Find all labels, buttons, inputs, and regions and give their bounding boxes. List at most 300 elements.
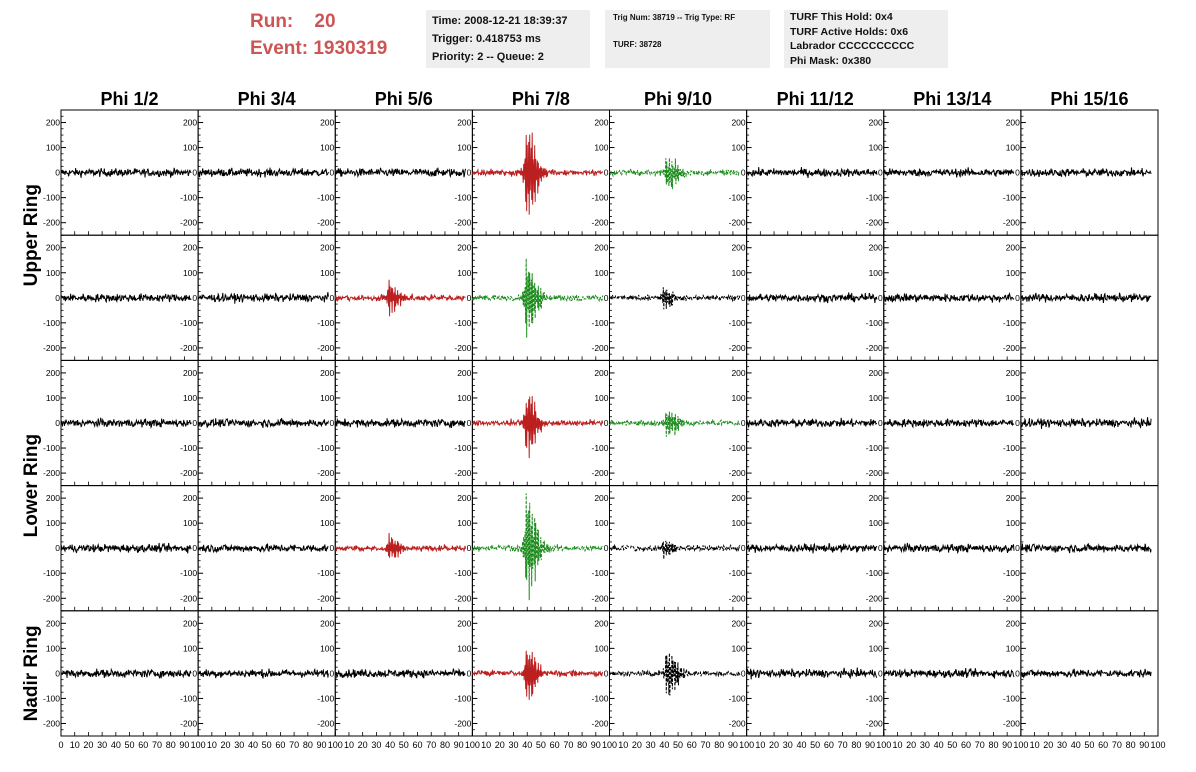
waveform-trace — [1021, 543, 1151, 553]
column-header: Phi 5/6 — [374, 89, 433, 109]
column-header: Phi 3/4 — [237, 89, 296, 109]
waveform-trace — [610, 158, 740, 189]
x-tick-label: 40 — [1070, 740, 1081, 750]
y-tick-label: 100 — [45, 643, 60, 654]
y-tick-label: 100 — [182, 643, 198, 654]
y-tick-label: 0 — [740, 418, 746, 428]
labrador-line: Labrador CCCCCCCCCC — [790, 40, 915, 52]
y-tick-label: 0 — [466, 418, 472, 428]
waveform-trace — [747, 668, 877, 680]
y-tick-label: 0 — [466, 543, 472, 554]
waveform-trace — [335, 533, 465, 558]
y-tick-label: 0 — [466, 167, 472, 178]
y-tick-label: -200 — [454, 593, 472, 604]
y-tick-label: 200 — [457, 117, 472, 128]
y-tick-label: -200 — [42, 468, 60, 479]
y-tick-label: 0 — [329, 418, 335, 428]
y-tick-label: 100 — [594, 267, 609, 278]
y-tick-label: 0 — [192, 543, 198, 554]
y-tick-label: 100 — [731, 142, 746, 153]
y-tick-label: 200 — [182, 117, 198, 128]
y-tick-label: -100 — [42, 192, 60, 203]
column-header: Phi 1/2 — [100, 89, 159, 109]
y-tick-label: 100 — [320, 392, 335, 403]
waveform-trace — [747, 167, 877, 178]
y-tick-label: 200 — [731, 618, 746, 629]
y-tick-label: -100 — [728, 317, 746, 328]
x-tick-label: 100 — [327, 740, 343, 750]
y-tick-label: 100 — [594, 518, 609, 529]
x-tick-label: 80 — [439, 740, 450, 750]
y-tick-label: 0 — [1015, 292, 1020, 303]
y-tick-label: -100 — [454, 568, 472, 579]
x-tick-label: 100 — [1013, 740, 1029, 750]
ring-label: Upper Ring — [21, 184, 42, 287]
y-tick-label: 0 — [603, 418, 609, 428]
y-tick-label: -100 — [454, 317, 472, 328]
y-tick-label: 200 — [868, 117, 883, 128]
x-tick-label: 30 — [919, 740, 930, 750]
x-tick-label: 30 — [782, 740, 793, 750]
y-tick-label: 100 — [45, 267, 60, 278]
x-tick-label: 100 — [876, 740, 892, 750]
y-tick-label: 0 — [329, 668, 335, 679]
x-tick-label: 100 — [1150, 740, 1166, 750]
y-tick-label: -100 — [454, 192, 472, 203]
y-tick-label: 0 — [740, 668, 746, 679]
y-tick-label: 0 — [192, 167, 198, 178]
y-tick-label: -100 — [317, 443, 335, 454]
y-tick-label: 0 — [878, 167, 883, 178]
waveform-trace — [472, 259, 602, 338]
turf-line: TURF: 38728 — [613, 40, 662, 49]
x-tick-label: 70 — [426, 740, 437, 750]
x-tick-label: 60 — [275, 740, 286, 750]
y-tick-label: 200 — [457, 618, 472, 629]
y-tick-label: -200 — [42, 342, 60, 353]
y-tick-label: -100 — [42, 568, 60, 579]
x-tick-label: 20 — [83, 740, 94, 750]
x-tick-label: 70 — [837, 740, 848, 750]
y-tick-label: -100 — [865, 443, 883, 454]
x-tick-label: 30 — [234, 740, 245, 750]
y-tick-label: -200 — [317, 593, 335, 604]
y-tick-label: 0 — [603, 668, 609, 679]
y-tick-label: 100 — [731, 267, 746, 278]
y-tick-label: -200 — [180, 468, 198, 479]
y-tick-label: -100 — [180, 192, 198, 203]
y-tick-label: 100 — [868, 392, 883, 403]
x-tick-label: 50 — [398, 740, 409, 750]
y-tick-label: 0 — [55, 418, 60, 428]
x-tick-label: 60 — [1098, 740, 1109, 750]
x-tick-label: 50 — [124, 740, 135, 750]
y-tick-label: -100 — [317, 317, 335, 328]
y-tick-label: -200 — [591, 217, 609, 228]
y-tick-label: -200 — [865, 468, 883, 479]
y-tick-label: -100 — [728, 443, 746, 454]
y-tick-label: 100 — [182, 518, 198, 529]
y-tick-label: 0 — [1015, 543, 1020, 554]
waveform-trace — [61, 293, 191, 302]
x-tick-label: 60 — [823, 740, 834, 750]
x-tick-label: 100 — [601, 740, 618, 750]
x-tick-label: 0 — [58, 740, 64, 750]
y-tick-label: 0 — [740, 167, 746, 178]
x-tick-label: 60 — [686, 740, 697, 750]
y-tick-label: 200 — [594, 242, 609, 253]
y-tick-label: 200 — [45, 242, 60, 253]
x-tick-label: 30 — [97, 740, 108, 750]
y-tick-label: 200 — [594, 367, 609, 378]
y-tick-label: -100 — [180, 317, 198, 328]
x-tick-label: 20 — [494, 740, 505, 750]
waveform-trace — [1021, 293, 1151, 303]
y-tick-label: 100 — [1005, 142, 1020, 153]
y-tick-label: 0 — [329, 167, 335, 178]
y-tick-label: -200 — [865, 217, 883, 228]
turf-active-holds-line: TURF Active Holds: 0x6 — [790, 25, 909, 38]
x-tick-label: 100 — [190, 740, 206, 750]
waveform-trace — [747, 292, 877, 303]
y-tick-label: 100 — [320, 267, 335, 278]
waveform-trace — [747, 418, 877, 428]
y-tick-label: -200 — [591, 593, 609, 604]
x-tick-label: 60 — [961, 740, 972, 750]
x-tick-label: 40 — [522, 740, 533, 750]
x-tick-label: 30 — [1057, 740, 1068, 750]
y-tick-label: -200 — [728, 468, 746, 479]
y-tick-label: -100 — [591, 693, 609, 704]
run-label: Run: — [250, 11, 294, 32]
y-tick-label: -100 — [454, 443, 472, 454]
y-tick-label: 200 — [45, 618, 60, 629]
x-tick-label: 70 — [151, 740, 162, 750]
y-tick-label: 100 — [868, 643, 883, 654]
y-tick-label: -100 — [42, 693, 60, 704]
y-tick-label: -200 — [728, 342, 746, 353]
waveform-trace — [198, 544, 328, 553]
column-header: Phi 15/16 — [1050, 89, 1129, 109]
waveform-trace — [472, 494, 602, 601]
x-tick-label: 50 — [535, 740, 546, 750]
y-tick-label: -200 — [728, 593, 746, 604]
x-tick-label: 100 — [464, 740, 480, 750]
x-tick-label: 40 — [796, 740, 807, 750]
phi-mask-line: Phi Mask: 0x380 — [790, 54, 872, 67]
x-tick-label: 70 — [289, 740, 300, 750]
x-tick-label: 30 — [645, 740, 656, 750]
y-tick-label: 100 — [45, 518, 60, 529]
y-tick-label: -200 — [317, 342, 335, 353]
x-tick-label: 90 — [1139, 740, 1150, 750]
column-header: Phi 9/10 — [644, 89, 713, 109]
y-tick-label: 100 — [182, 267, 198, 278]
y-tick-label: 100 — [868, 518, 883, 529]
x-tick-label: 50 — [1084, 740, 1095, 750]
y-tick-label: -100 — [180, 693, 198, 704]
y-tick-label: 0 — [55, 668, 60, 679]
y-tick-label: 200 — [182, 367, 198, 378]
y-tick-label: -200 — [454, 342, 472, 353]
x-tick-label: 80 — [851, 740, 862, 750]
y-tick-label: -100 — [317, 192, 335, 203]
y-tick-label: 200 — [731, 117, 746, 128]
waveform-trace — [472, 651, 602, 700]
trigger-line: Trigger: 0.418753 ms — [432, 33, 541, 45]
y-tick-label: 0 — [878, 418, 883, 428]
turf-hold-line: TURF This Hold: 0x4 — [790, 11, 893, 23]
y-tick-label: -100 — [1002, 693, 1020, 704]
y-tick-label: -100 — [865, 568, 883, 579]
y-tick-label: -100 — [728, 192, 746, 203]
y-tick-label: 0 — [466, 292, 472, 303]
y-tick-label: 100 — [320, 643, 335, 654]
y-tick-label: 100 — [45, 392, 60, 403]
waveform-trace — [61, 669, 191, 679]
x-tick-label: 80 — [988, 740, 999, 750]
x-tick-label: 60 — [549, 740, 560, 750]
y-tick-label: -200 — [1002, 468, 1020, 479]
x-tick-label: 10 — [892, 740, 903, 750]
y-tick-label: 100 — [45, 142, 60, 153]
y-tick-label: 100 — [457, 392, 472, 403]
x-tick-label: 10 — [206, 740, 217, 750]
waveform-trace — [1021, 167, 1151, 177]
y-tick-label: 0 — [603, 167, 609, 178]
x-tick-label: 80 — [1125, 740, 1136, 750]
y-tick-label: 200 — [868, 493, 883, 504]
y-tick-label: 200 — [457, 367, 472, 378]
y-tick-label: 200 — [868, 242, 883, 253]
y-tick-label: 100 — [594, 142, 609, 153]
y-tick-label: -200 — [42, 593, 60, 604]
y-tick-label: -100 — [180, 443, 198, 454]
x-tick-label: 50 — [810, 740, 821, 750]
column-header: Phi 13/14 — [913, 89, 992, 109]
y-tick-label: -100 — [591, 568, 609, 579]
y-tick-label: -200 — [1002, 217, 1020, 228]
waveform-trace — [198, 168, 328, 178]
y-tick-label: 0 — [1015, 668, 1020, 679]
column-header: Phi 11/12 — [776, 89, 854, 109]
y-tick-label: -100 — [865, 317, 883, 328]
waveform-trace — [610, 287, 740, 309]
y-tick-label: 100 — [457, 643, 472, 654]
y-tick-label: 0 — [878, 292, 883, 303]
waveform-trace — [61, 543, 191, 554]
y-tick-label: -100 — [317, 568, 335, 579]
x-tick-label: 80 — [577, 740, 588, 750]
ring-label: Lower Ring — [21, 433, 42, 538]
y-tick-label: -100 — [1002, 192, 1020, 203]
y-tick-label: 100 — [731, 392, 746, 403]
waveform-trace — [472, 133, 602, 215]
y-tick-label: -200 — [180, 593, 198, 604]
waveform-trace — [335, 418, 465, 428]
y-tick-label: 100 — [320, 518, 335, 529]
x-tick-label: 50 — [947, 740, 958, 750]
x-tick-label: 80 — [302, 740, 313, 750]
y-tick-label: 200 — [182, 618, 198, 629]
y-tick-label: 0 — [878, 543, 883, 554]
x-tick-label: 10 — [343, 740, 354, 750]
waveform-trace — [1021, 417, 1151, 429]
waveform-trace — [198, 292, 328, 304]
y-tick-label: 0 — [603, 292, 609, 303]
y-tick-label: 200 — [1005, 367, 1020, 378]
y-tick-label: -200 — [317, 468, 335, 479]
y-tick-label: 0 — [466, 668, 472, 679]
waveform-trace — [1021, 669, 1151, 678]
column-header: Phi 7/8 — [511, 89, 570, 109]
y-tick-label: -100 — [728, 693, 746, 704]
y-tick-label: -100 — [1002, 317, 1020, 328]
y-tick-label: 200 — [45, 117, 60, 128]
y-tick-label: 100 — [182, 392, 198, 403]
y-tick-label: 0 — [55, 292, 60, 303]
y-tick-label: 200 — [868, 618, 883, 629]
x-tick-label: 60 — [412, 740, 423, 750]
waveform-trace — [884, 167, 1014, 177]
y-tick-label: 100 — [1005, 518, 1020, 529]
y-tick-label: 100 — [457, 142, 472, 153]
y-tick-label: 200 — [731, 493, 746, 504]
y-tick-label: 100 — [457, 267, 472, 278]
x-tick-label: 20 — [906, 740, 917, 750]
y-tick-label: -200 — [454, 468, 472, 479]
x-tick-label: 100 — [739, 740, 755, 750]
y-tick-label: 0 — [878, 668, 883, 679]
y-tick-label: -100 — [1002, 443, 1020, 454]
waveform-trace — [884, 543, 1014, 553]
x-tick-label: 40 — [385, 740, 396, 750]
y-tick-label: -100 — [317, 693, 335, 704]
y-tick-label: -100 — [180, 568, 198, 579]
run-value: 20 — [314, 11, 336, 32]
y-tick-label: 200 — [457, 493, 472, 504]
waveform-trace — [198, 669, 328, 679]
y-tick-label: 200 — [320, 367, 335, 378]
y-tick-label: 0 — [740, 292, 746, 303]
waveform-trace — [610, 653, 740, 696]
y-tick-label: -100 — [591, 317, 609, 328]
y-tick-label: -200 — [728, 718, 746, 729]
x-tick-label: 40 — [659, 740, 670, 750]
y-tick-label: 0 — [192, 418, 198, 428]
y-tick-label: 100 — [457, 518, 472, 529]
y-tick-label: 200 — [1005, 618, 1020, 629]
y-tick-label: -200 — [42, 718, 60, 729]
y-tick-label: -100 — [591, 192, 609, 203]
time-line: Time: 2008-12-21 18:39:37 — [432, 15, 568, 27]
y-tick-label: 100 — [182, 142, 198, 153]
x-tick-label: 10 — [1029, 740, 1040, 750]
event-label: Event: — [250, 38, 309, 59]
waveform-trace — [61, 418, 191, 428]
x-tick-label: 70 — [974, 740, 985, 750]
x-tick-label: 90 — [179, 740, 190, 750]
y-tick-label: -200 — [454, 217, 472, 228]
y-tick-label: -200 — [317, 718, 335, 729]
waveform-trace — [335, 669, 465, 679]
y-tick-label: 100 — [1005, 643, 1020, 654]
y-tick-label: 200 — [45, 367, 60, 378]
y-tick-label: 200 — [45, 493, 60, 504]
x-tick-label: 40 — [933, 740, 944, 750]
y-tick-label: -100 — [42, 317, 60, 328]
ring-label: Nadir Ring — [21, 625, 42, 722]
x-tick-label: 20 — [769, 740, 780, 750]
waveform-trace — [335, 280, 465, 317]
y-tick-label: -200 — [1002, 718, 1020, 729]
y-tick-label: 0 — [1015, 418, 1020, 428]
y-tick-label: -200 — [591, 468, 609, 479]
x-tick-label: 90 — [453, 740, 464, 750]
x-tick-label: 10 — [481, 740, 492, 750]
y-tick-label: 200 — [320, 242, 335, 253]
x-tick-label: 20 — [1043, 740, 1054, 750]
waveform-trace — [884, 294, 1014, 303]
y-tick-label: -200 — [591, 342, 609, 353]
x-tick-label: 40 — [247, 740, 258, 750]
y-tick-label: -200 — [865, 718, 883, 729]
y-tick-label: -200 — [42, 217, 60, 228]
y-tick-label: 100 — [1005, 267, 1020, 278]
y-tick-label: -100 — [454, 693, 472, 704]
y-tick-label: 0 — [55, 167, 60, 178]
waveform-trace — [198, 418, 328, 428]
priority-line: Priority: 2 -- Queue: 2 — [432, 51, 544, 63]
x-tick-label: 50 — [673, 740, 684, 750]
x-tick-label: 80 — [165, 740, 176, 750]
x-tick-label: 70 — [700, 740, 711, 750]
x-tick-label: 10 — [69, 740, 80, 750]
waveform-trace — [610, 541, 740, 559]
y-tick-label: 0 — [329, 543, 335, 554]
y-tick-label: 200 — [594, 618, 609, 629]
y-tick-label: 100 — [1005, 392, 1020, 403]
y-tick-label: 200 — [1005, 117, 1020, 128]
y-tick-label: 0 — [603, 543, 609, 554]
x-tick-label: 20 — [357, 740, 368, 750]
x-tick-label: 70 — [563, 740, 574, 750]
x-tick-label: 90 — [865, 740, 876, 750]
y-tick-label: 0 — [1015, 167, 1020, 178]
trig-line: Trig Num: 38719 -- Trig Type: RF — [613, 13, 736, 22]
waveform-trace — [884, 668, 1014, 679]
y-tick-label: 200 — [731, 367, 746, 378]
waveform-trace — [747, 543, 877, 553]
event-value: 1930319 — [313, 38, 388, 59]
y-tick-label: 100 — [731, 643, 746, 654]
y-tick-label: 200 — [594, 117, 609, 128]
waveform-trace — [472, 396, 602, 458]
x-tick-label: 50 — [261, 740, 272, 750]
y-tick-label: 200 — [320, 493, 335, 504]
y-tick-label: -200 — [317, 217, 335, 228]
x-tick-label: 70 — [1111, 740, 1122, 750]
x-tick-label: 60 — [138, 740, 149, 750]
y-tick-label: -200 — [454, 718, 472, 729]
y-tick-label: -100 — [728, 568, 746, 579]
y-tick-label: 200 — [320, 618, 335, 629]
y-tick-label: 100 — [731, 518, 746, 529]
waveform-trace — [61, 168, 191, 178]
y-tick-label: 100 — [594, 643, 609, 654]
y-tick-label: 0 — [192, 292, 198, 303]
y-tick-label: 200 — [1005, 493, 1020, 504]
